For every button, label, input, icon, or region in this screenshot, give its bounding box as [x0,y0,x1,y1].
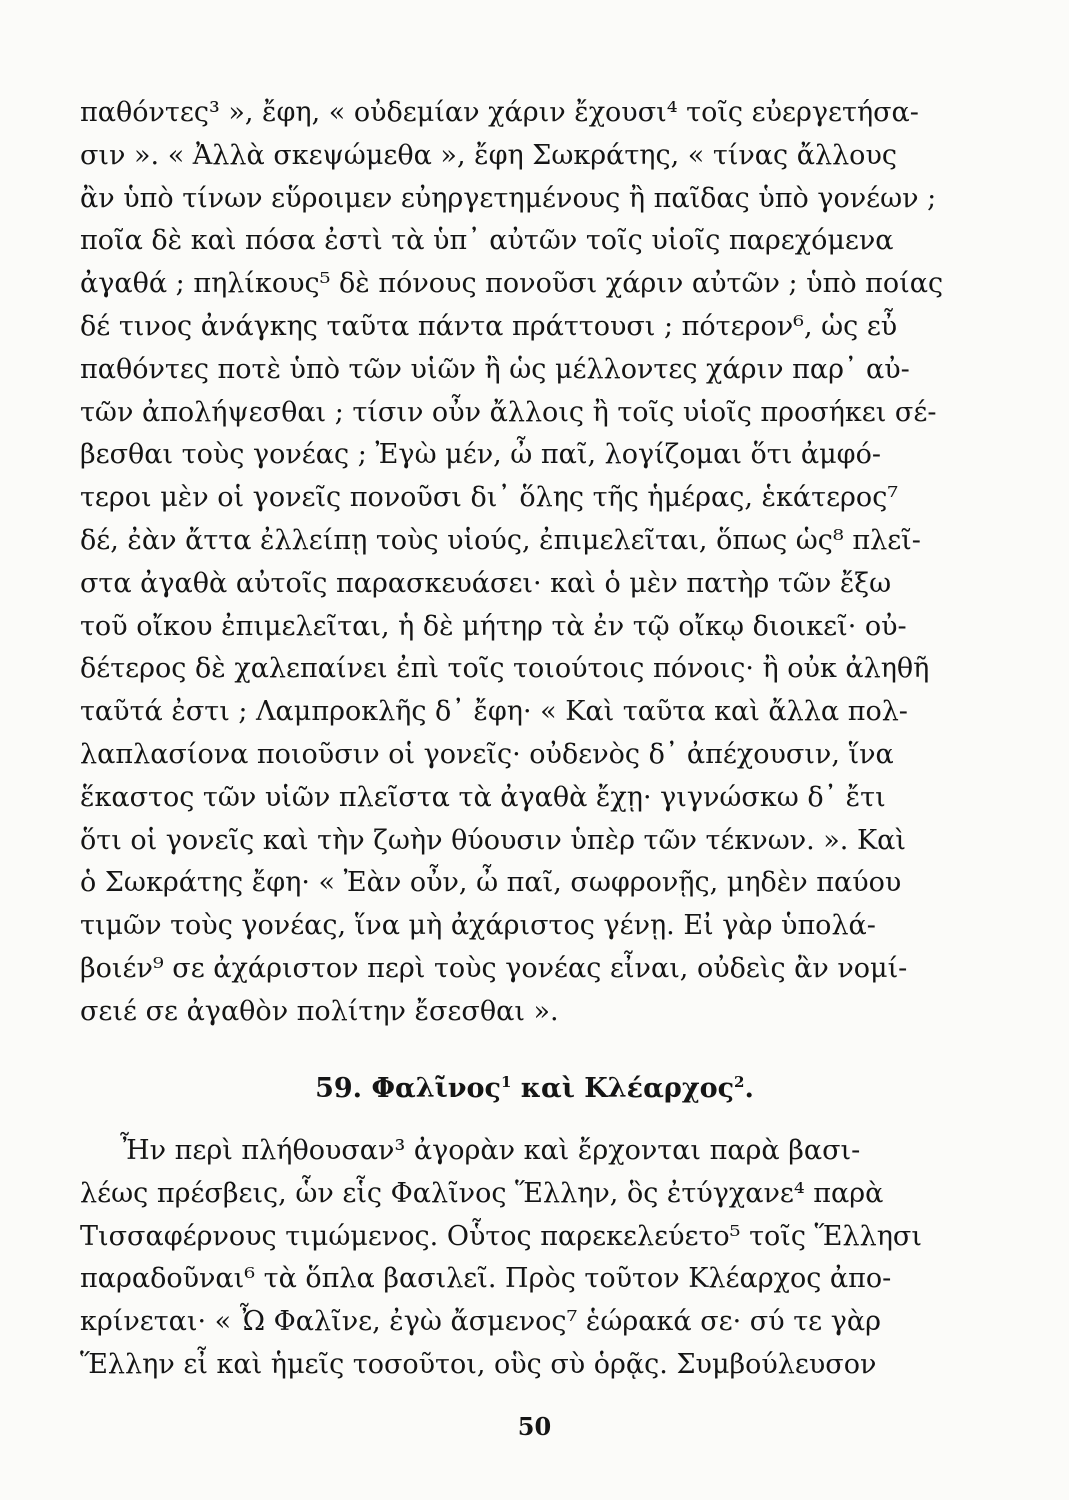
text-line: τῶν ἀπολήψεσθαι ; τίσιν οὖν ἄλλοις ἢ τοῖς υἱοῖς προσήκει σέ- [80,396,937,428]
text-line: βοιέν⁹ σε ἀχάριστον περὶ τοὺς γονέας εἶναι, οὐδεὶς ἂν νομί- [80,952,908,984]
text-line: λαπλασίονα ποιοῦσιν οἱ γονεῖς· οὐδενὸς δ᾽ ἀπέχουσιν, ἵνα [80,738,894,770]
text-line: ποῖα δὲ καὶ πόσα ἐστὶ τὰ ὑπ᾽ αὐτῶν τοῖς υἱοῖς παρεχόμενα [80,225,894,257]
text-line: τοῦ οἴκου ἐπιμελεῖται, ἡ δὲ μήτηρ τὰ ἐν τῷ οἴκῳ διοικεῖ· οὐ- [80,610,907,642]
text-line: ὅτι οἱ γονεῖς καὶ τὴν ζωὴν θύουσιν ὑπὲρ τῶν τέκνων. ». Καὶ [80,824,906,856]
text-line: δέτερος δὲ χαλεπαίνει ἐπὶ τοῖς τοιούτοις πόνοις· ἢ οὐκ ἀληθῆ [80,653,930,685]
text-line: σειέ σε ἀγαθὸν πολίτην ἔσεσθαι ». [80,995,559,1027]
text-line: παθόντες ποτὲ ὑπὸ τῶν υἱῶν ἢ ὡς μέλλοντες χάριν παρ᾽ αὐ- [80,353,910,385]
heading-text: 59. Φαλῖνος [315,1073,501,1104]
text-line: λέως πρέσβεις, ὧν εἷς Φαλῖνος Ἕλλην, ὃς ἐτύγχανε⁴ παρὰ [80,1177,884,1209]
text-line: δέ, ἐὰν ἄττα ἐλλείπῃ τοὺς υἱούς, ἐπιμελεῖται, ὅπως ὡς⁸ πλεῖ- [80,524,921,556]
page-number: 50 [517,1412,552,1441]
text-line: ἕκαστος τῶν υἱῶν πλεῖστα τὰ ἀγαθὰ ἔχῃ· γιγνώσκω δ᾽ ἔτι [80,781,886,813]
paragraph-phalinus-clearchus [80,1130,960,1387]
text-line: ἂν ὑπὸ τίνων εὕροιμεν εὐηργετημένους ἢ παῖδας ὑπὸ γονέων ; [80,182,937,214]
text-line: στα ἀγαθὰ αὐτοῖς παρασκευάσει· καὶ ὁ μὲν πατὴρ τῶν ἔξω [80,567,892,599]
text-line: τιμῶν τοὺς γονέας, ἵνα μὴ ἀχάριστος γένῃ. Εἰ γὰρ ὑπολά- [80,910,876,942]
text-line: Τισσαφέρνους τιμώμενος. Οὗτος παρεκελεύετο⁵ τοῖς Ἕλλησι [80,1220,922,1252]
text-line: ἀγαθά ; πηλίκους⁵ δὲ πόνους πονοῦσι χάριν αὐτῶν ; ὑπὸ ποίας [80,268,944,300]
text-line: παραδοῦναι⁶ τὰ ὅπλα βασιλεῖ. Πρὸς τοῦτον Κλέαρχος ἀπο- [80,1263,892,1295]
text-line: τεροι μὲν οἱ γονεῖς πονοῦσι δι᾽ ὅλης τῆς ἡμέρας, ἑκάτερος⁷ [80,482,899,514]
text-line: σιν ». « Ἀλλὰ σκεψώμεθα », ἔφη Σωκράτης, « τίνας ἄλλους [80,139,897,171]
text-line: Ἦν περὶ πλήθουσαν³ ἀγορὰν καὶ ἔρχονται παρὰ βασι- [120,1135,861,1166]
text-line: δέ τινος ἀνάγκης ταῦτα πάντα πράττουσι ; πότερον⁶, ὡς εὖ [80,310,898,342]
text-line: παθόντες³ », ἔφη, « οὐδεμίαν χάριν ἔχουσι⁴ τοῖς εὐεργετήσα- [80,97,919,128]
text-line: κρίνεται· « Ὦ Φαλῖνε, ἐγὼ ἄσμενος⁷ ἑώρακά σε· σύ τε γὰρ [80,1306,881,1338]
footnote-marker: 1 [500,1073,512,1091]
heading-text: καὶ Κλέαρχος [511,1073,735,1104]
paragraph-socrates-lamprocles [80,92,960,1034]
text-line: ταῦτά ἐστι ; Λαμπροκλῆς δ᾽ ἔφη· « Καὶ ταῦτα καὶ ἄλλα πολ- [80,696,908,728]
section-heading [0,1062,1069,1109]
heading-text: . [744,1073,754,1104]
footnote-marker: 2 [734,1073,745,1091]
text-line: ὁ Σωκράτης ἔφη· « Ἐὰν οὖν, ὦ παῖ, σωφρονῇς, μηδὲν παύου [80,867,902,899]
text-line: βεσθαι τοὺς γονέας ; Ἐγὼ μέν, ὦ παῖ, λογίζομαι ὅτι ἀμφό- [80,439,881,471]
text-line: Ἕλλην εἶ καὶ ἡμεῖς τοσοῦτοι, οὓς σὺ ὁρᾷς. Συμβούλευσον [80,1348,877,1380]
